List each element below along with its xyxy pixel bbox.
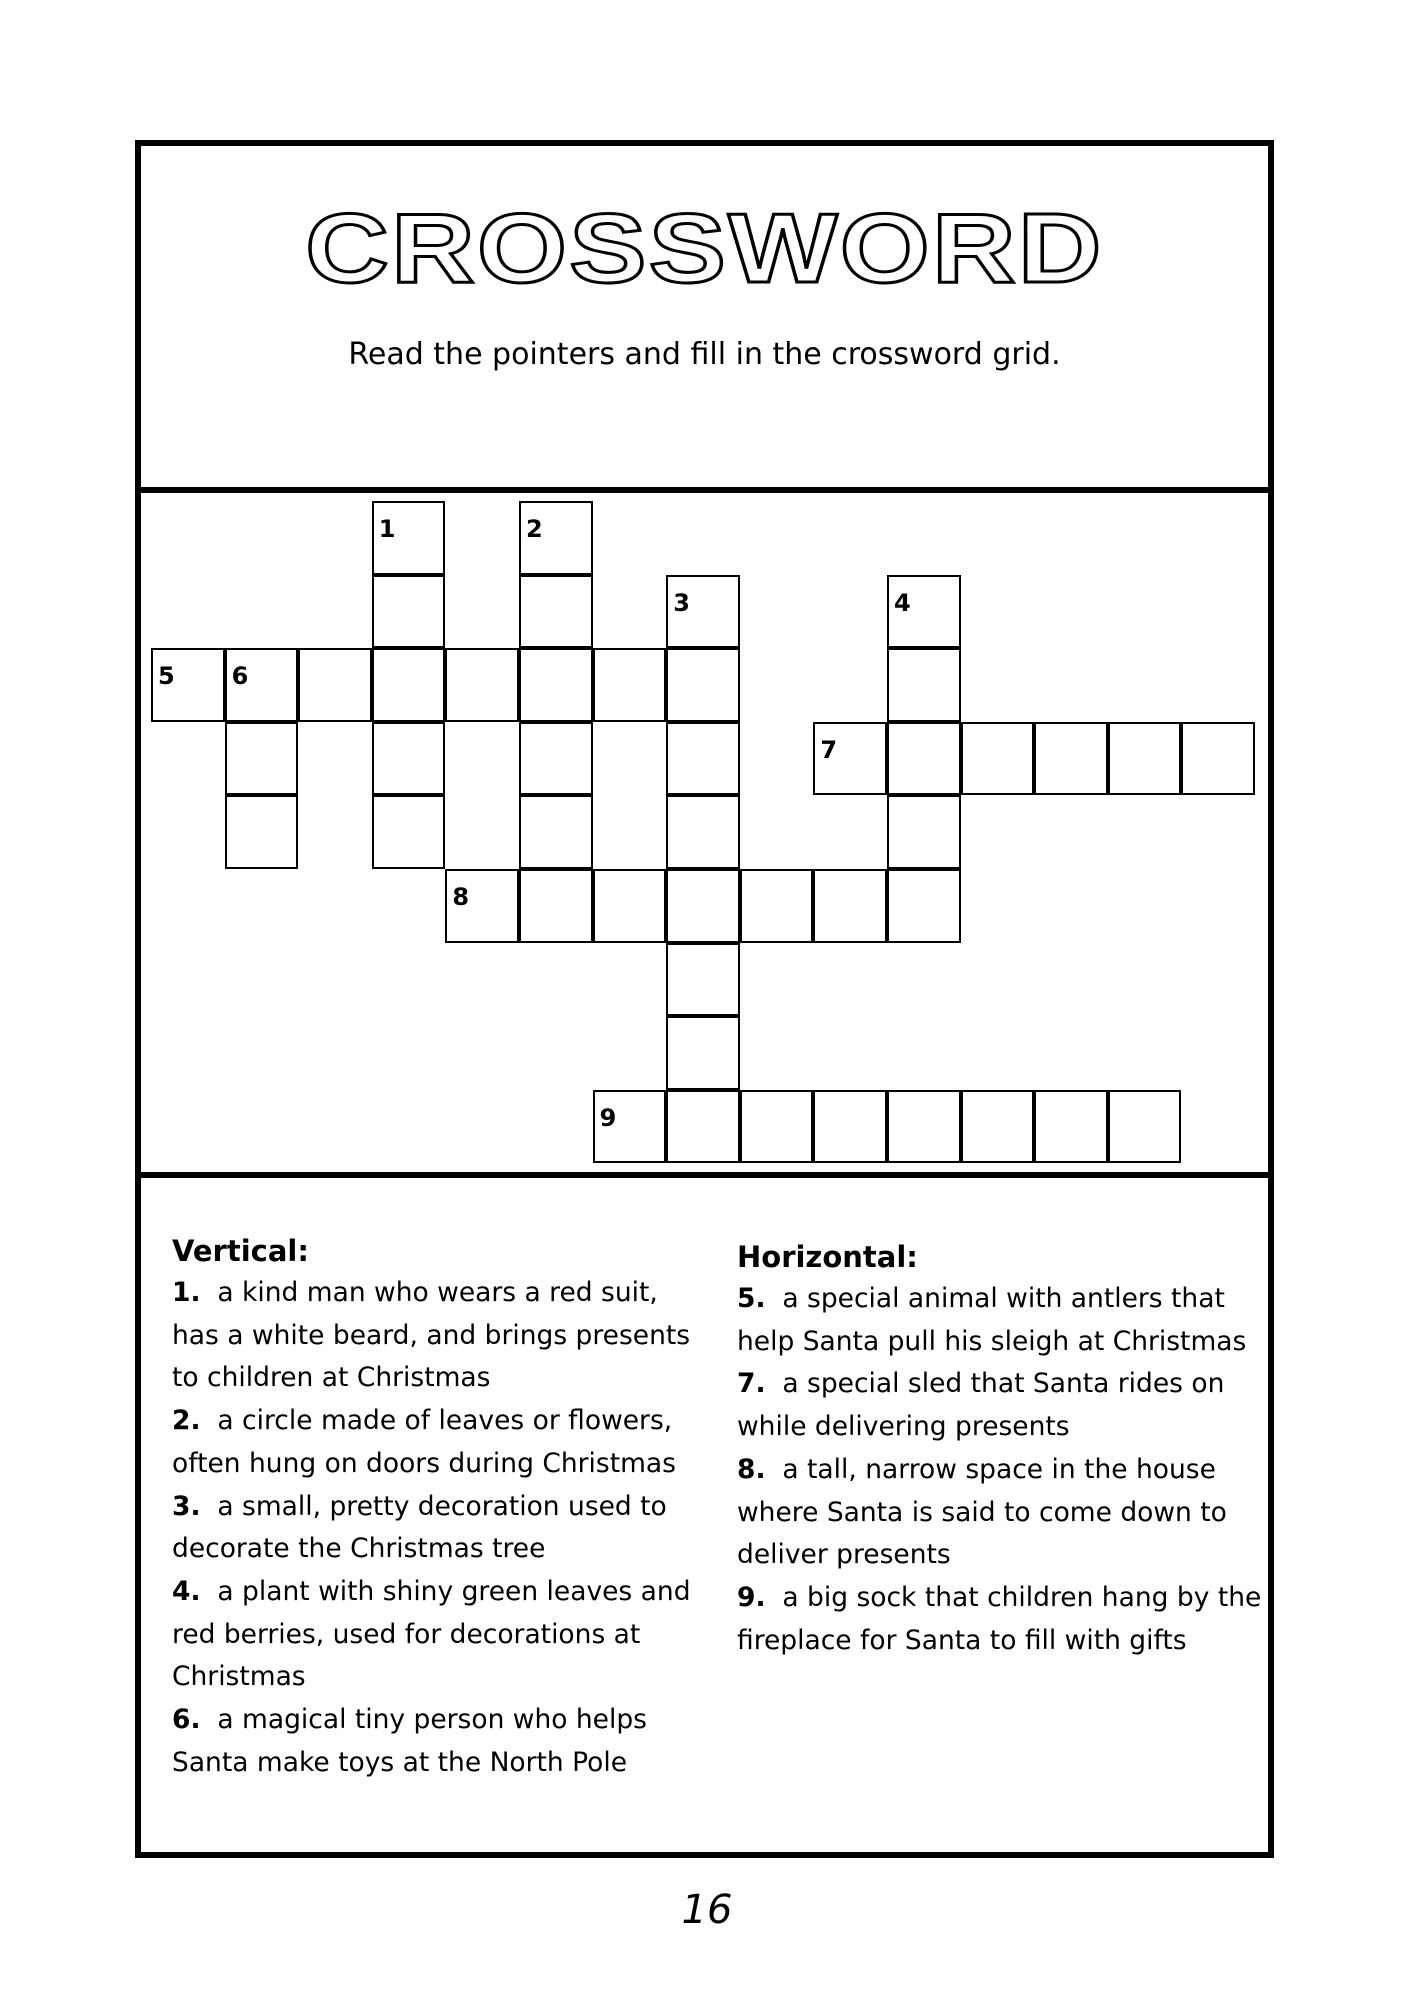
clue-text: a big sock that children hang by the fireplace for Santa to fill with gifts [737,1581,1262,1656]
grid-cell[interactable] [372,722,446,796]
cell-number: 7 [820,735,838,764]
grid-cell[interactable] [813,1090,887,1164]
clue-text: a tall, narrow space in the house where Santa is said to come down to deliver presents [737,1453,1227,1571]
vertical-heading: Vertical: [172,1234,309,1268]
cell-number: 4 [894,588,911,617]
clue-text: a small, pretty decoration used to decorate the Christmas tree [172,1490,667,1565]
grid-cell[interactable] [151,648,225,722]
clue-number: 4. [172,1575,201,1607]
cell-number: 1 [378,515,396,543]
vertical-clues [172,1230,712,1784]
grid-cell[interactable] [666,943,740,1017]
grid-cell[interactable] [1181,722,1255,796]
grid-cell[interactable] [740,1090,814,1164]
grid-cell[interactable] [372,575,446,649]
cell-number: 2 [526,515,543,543]
clue-text: a circle made of leaves or flowers, often hung on doors during Christmas [172,1405,676,1479]
grid-cell[interactable] [666,1016,740,1090]
grid-cell[interactable] [298,648,372,722]
grid-cell[interactable] [593,869,667,943]
clue-item [172,1699,712,1784]
clue-text: a special sled that Santa rides on while delivering presents [737,1368,1225,1443]
grid-cell[interactable] [225,795,299,869]
grid-cell[interactable] [519,795,593,869]
clue-number: 8. [737,1453,766,1485]
clue-number: 5. [737,1283,766,1314]
grid-cell[interactable] [519,722,593,796]
grid-cell[interactable] [372,501,446,575]
clue-item [172,1571,712,1699]
grid-cell[interactable] [887,1090,961,1164]
grid-cell[interactable] [519,869,593,943]
grid-cell[interactable] [666,722,740,796]
clue-number: 9. [737,1581,766,1613]
grid-cell[interactable] [740,869,814,943]
grid-cell[interactable] [887,648,961,722]
page-title: CROSSWORD [305,193,1104,303]
grid-divider [135,1172,1274,1178]
page-number: 16 [681,1887,733,1933]
grid-cell[interactable] [593,1090,667,1164]
clue-text: a plant with shiny green leaves and red berries, used for decorations at Christmas [172,1575,691,1693]
clue-text: a special animal with antlers that help Santa pull his sleigh at Christmas [737,1283,1247,1357]
clue-number: 2. [172,1405,201,1437]
grid-cell[interactable] [1108,722,1182,796]
grid-cell[interactable] [225,722,299,796]
grid-cell[interactable] [445,648,519,722]
clue-item [737,1577,1277,1662]
grid-cell[interactable] [372,648,446,722]
cell-number: 8 [452,883,470,911]
cell-number: 3 [673,588,690,617]
clue-item [172,1272,712,1400]
grid-cell[interactable] [666,575,740,649]
cell-number: 5 [158,662,175,691]
clue-text: a kind man who wears a red suit, has a white beard, and brings presents to children at Christmas [172,1277,691,1394]
clue-item [737,1363,1277,1448]
clue-text: a magical tiny person who helps Santa make toys at the North Pole [172,1704,647,1778]
grid-cell[interactable] [813,869,887,943]
grid-cell[interactable] [961,722,1035,796]
grid-cell[interactable] [887,575,961,649]
grid-cell[interactable] [1034,1090,1108,1164]
header-divider [135,487,1274,493]
clue-number: 6. [172,1704,201,1736]
clue-number: 7. [737,1368,766,1400]
grid-cell[interactable] [961,1090,1035,1164]
grid-cell[interactable] [593,648,667,722]
clue-item [737,1449,1277,1577]
grid-cell[interactable] [666,869,740,943]
clue-number: 3. [172,1490,201,1522]
grid-cell[interactable] [519,501,593,575]
grid-cell[interactable] [666,1090,740,1164]
grid-cell[interactable] [1034,722,1108,796]
grid-cell[interactable] [519,648,593,722]
clue-item [172,1400,712,1485]
grid-cell[interactable] [1108,1090,1182,1164]
clue-item [737,1278,1277,1363]
horizontal-clues [737,1236,1277,1662]
horizontal-heading: Horizontal: [737,1240,918,1274]
cell-number: 9 [599,1103,617,1132]
grid-cell[interactable] [445,869,519,943]
grid-cell[interactable] [372,795,446,869]
instructions: Read the pointers and fill in the crossword grid. [348,337,1061,372]
grid-cell[interactable] [887,795,961,869]
clue-number: 1. [172,1277,201,1308]
grid-cell[interactable] [519,575,593,649]
clue-item [172,1486,712,1571]
grid-cell[interactable] [666,795,740,869]
grid-cell[interactable] [666,648,740,722]
grid-cell[interactable] [887,869,961,943]
grid-cell[interactable] [887,722,961,796]
grid-cell[interactable] [225,648,299,722]
grid-cell[interactable] [813,722,887,796]
cell-number: 6 [231,662,249,691]
